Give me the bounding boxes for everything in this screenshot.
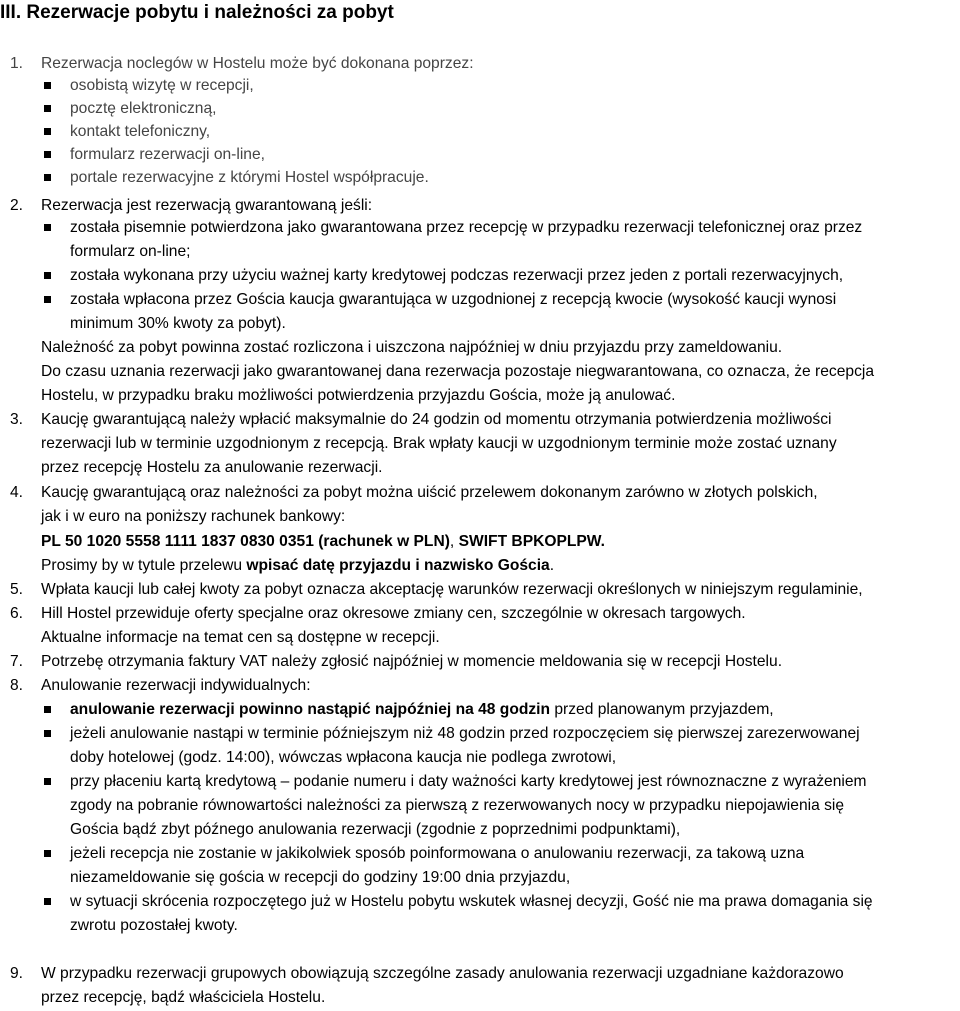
item-8-bullet-2-line-1: jeżeli anulowanie nastąpi w terminie późniejszym niż 48 godzin przed rozpoczęciem się pierwszej zarezerwowanej xyxy=(70,725,860,742)
item-8-bullet-4-line-1: jeżeli recepcja nie zostanie w jakikolwiek sposób poinformowana o anulowaniu rezerwacji, za takową uzna xyxy=(70,845,805,862)
item-number-9: 9. xyxy=(10,965,24,982)
item-8-bullet-1-rest: przed planowanym przyjazdem, xyxy=(550,701,774,718)
item-8-bullet-5-line-1: w sytuacji skrócenia rozpoczętego już w Hostelu pobytu wskutek własnej decyzji, Gość nie ma prawa domagania się xyxy=(70,893,873,910)
item-1-bullet-3: kontakt telefoniczny, xyxy=(70,123,211,140)
transfer-note-suffix: . xyxy=(549,557,555,574)
item-1-intro: Rezerwacja noclegów w Hostelu może być dokonana poprzez: xyxy=(41,55,474,72)
item-2-paragraph-1: Należność za pobyt powinna zostać rozliczona i uiszczona najpóźniej w dniu przyjazdu przy zameldowaniu. xyxy=(41,339,783,356)
bullet-marker xyxy=(44,778,51,785)
item-6-line-2: Aktualne informacje na temat cen są dostępne w recepcji. xyxy=(41,629,440,646)
item-number-2: 2. xyxy=(10,197,24,214)
item-1-bullet-5: portale rezerwacyjne z którymi Hostel współpracuje. xyxy=(70,169,429,186)
bullet-marker xyxy=(44,82,51,89)
bullet-marker xyxy=(44,174,51,181)
item-7-line-1: Potrzebę otrzymania faktury VAT należy zgłosić najpóźniej w momencie meldowania się w recepcji Hostelu. xyxy=(41,653,783,670)
item-2-bullet-3-line-2: minimum 30% kwoty za pobyt). xyxy=(70,315,286,332)
bank-account-number: PL 50 1020 5558 1111 1837 0830 0351 (rachunek w PLN) xyxy=(41,533,450,550)
bullet-marker xyxy=(44,151,51,158)
transfer-title-note xyxy=(41,556,554,575)
bullet-marker xyxy=(44,128,51,135)
item-2-intro: Rezerwacja jest rezerwacją gwarantowaną jeśli: xyxy=(41,197,373,214)
item-8-intro: Anulowanie rezerwacji indywidualnych: xyxy=(41,677,311,694)
item-5-line-1: Wpłata kaucji lub całej kwoty za pobyt oznacza akceptację warunków rezerwacji określonych w niniejszym regulaminie, xyxy=(41,581,863,598)
bullet-marker xyxy=(44,730,51,737)
item-8-bullet-2-line-2: doby hotelowej (godz. 14:00), wówczas wpłacona kaucja nie podlega zwrotowi, xyxy=(70,749,617,766)
transfer-note-bold: wpisać datę przyjazdu i nazwisko Gościa xyxy=(246,557,550,574)
bank-account-line xyxy=(41,532,605,551)
item-2-paragraph-2-line-2: Hostelu, w przypadku braku możliwości potwierdzenia przyjazdu Gościa, może ją anulować. xyxy=(41,387,676,404)
item-1-bullet-4: formularz rezerwacji on-line, xyxy=(70,146,265,163)
item-8-bullet-3-line-3: Gościa bądź zbyt późnego anulowania rezerwacji (zgodnie z poprzednimi podpunktami), xyxy=(70,821,681,838)
bullet-marker xyxy=(44,296,51,303)
section-heading: III. Rezerwacje pobytu i należności za pobyt xyxy=(0,2,394,23)
item-9-line-1: W przypadku rezerwacji grupowych obowiązują szczególne zasady anulowania rezerwacji uzgadniane każdorazowo xyxy=(41,965,844,982)
item-number-4: 4. xyxy=(10,484,24,501)
bullet-marker xyxy=(44,272,51,279)
bullet-marker xyxy=(44,224,51,231)
item-2-bullet-1-line-1: została pisemnie potwierdzona jako gwarantowana przez recepcję w przypadku rezerwacji telefonicznej oraz przez xyxy=(70,219,863,236)
item-number-6: 6. xyxy=(10,605,24,622)
item-3-line-2: rezerwacji lub w terminie uzgodnionym z recepcją. Brak wpłaty kaucji w uzgodnionym terminie może zostać uznany xyxy=(41,435,837,452)
bullet-marker xyxy=(44,850,51,857)
item-9-line-2: przez recepcję, bądź właściciela Hostelu. xyxy=(41,989,326,1006)
bullet-marker xyxy=(44,105,51,112)
swift-code: SWIFT BPKOPLPW. xyxy=(458,533,605,550)
item-8-bullet-3-line-1: przy płaceniu kartą kredytową – podanie numeru i daty ważności karty kredytowej jest równoznaczne z wyrażeniem xyxy=(70,773,867,790)
item-1-bullet-1: osobistą wizytę w recepcji, xyxy=(70,77,254,94)
item-number-5: 5. xyxy=(10,581,24,598)
item-2-bullet-2: została wykonana przy użyciu ważnej karty kredytowej podczas rezerwacji przez jeden z portali rezerwacyjnych, xyxy=(70,267,844,284)
item-3-line-3: przez recepcję Hostelu za anulowanie rezerwacji. xyxy=(41,459,383,476)
bank-account-separator: , xyxy=(449,533,459,550)
item-8-bullet-1-bold: anulowanie rezerwacji powinno nastąpić najpóźniej na 48 godzin xyxy=(70,701,551,718)
item-6-line-1: Hill Hostel przewiduje oferty specjalne oraz okresowe zmiany cen, szczególnie w okresach targowych. xyxy=(41,605,746,622)
item-number-3: 3. xyxy=(10,411,24,428)
item-2-paragraph-2-line-1: Do czasu uznania rezerwacji jako gwarantowanej dana rezerwacja pozostaje niegwarantowana, co oznacza, że recepcja xyxy=(41,363,875,380)
item-8-bullet-4-line-2: niezameldowanie się gościa w recepcji do godziny 19:00 dnia przyjazdu, xyxy=(70,869,571,886)
item-4-line-2: jak i w euro na poniższy rachunek bankowy: xyxy=(41,508,346,525)
item-3-line-1: Kaucję gwarantującą należy wpłacić maksymalnie do 24 godzin od momentu otrzymania potwierdzenia możliwości xyxy=(41,411,832,428)
item-number-7: 7. xyxy=(10,653,24,670)
item-8-bullet-3-line-2: zgody na pobranie równowartości należności za pierwszą z rezerwowanych nocy w przypadku niepojawienia się xyxy=(70,797,845,814)
item-number-1: 1. xyxy=(10,55,24,72)
transfer-note-prefix: Prosimy by w tytule przelewu xyxy=(41,557,247,574)
item-4-line-1: Kaucję gwarantującą oraz należności za pobyt można uiścić przelewem dokonanym zarówno w złotych polskich, xyxy=(41,484,818,501)
bullet-marker xyxy=(44,898,51,905)
item-2-bullet-3-line-1: została wpłacona przez Gościa kaucja gwarantująca w uzgodnionej z recepcją kwocie (wysokość kaucji wynosi xyxy=(70,291,837,308)
item-8-bullet-5-line-2: zwrotu pozostałej kwoty. xyxy=(70,917,238,934)
item-2-bullet-1-line-2: formularz on-line; xyxy=(70,243,191,260)
item-8-bullet-1 xyxy=(70,700,774,719)
item-number-8: 8. xyxy=(10,677,24,694)
item-1-bullet-2: pocztę elektroniczną, xyxy=(70,100,217,117)
bullet-marker xyxy=(44,706,51,713)
